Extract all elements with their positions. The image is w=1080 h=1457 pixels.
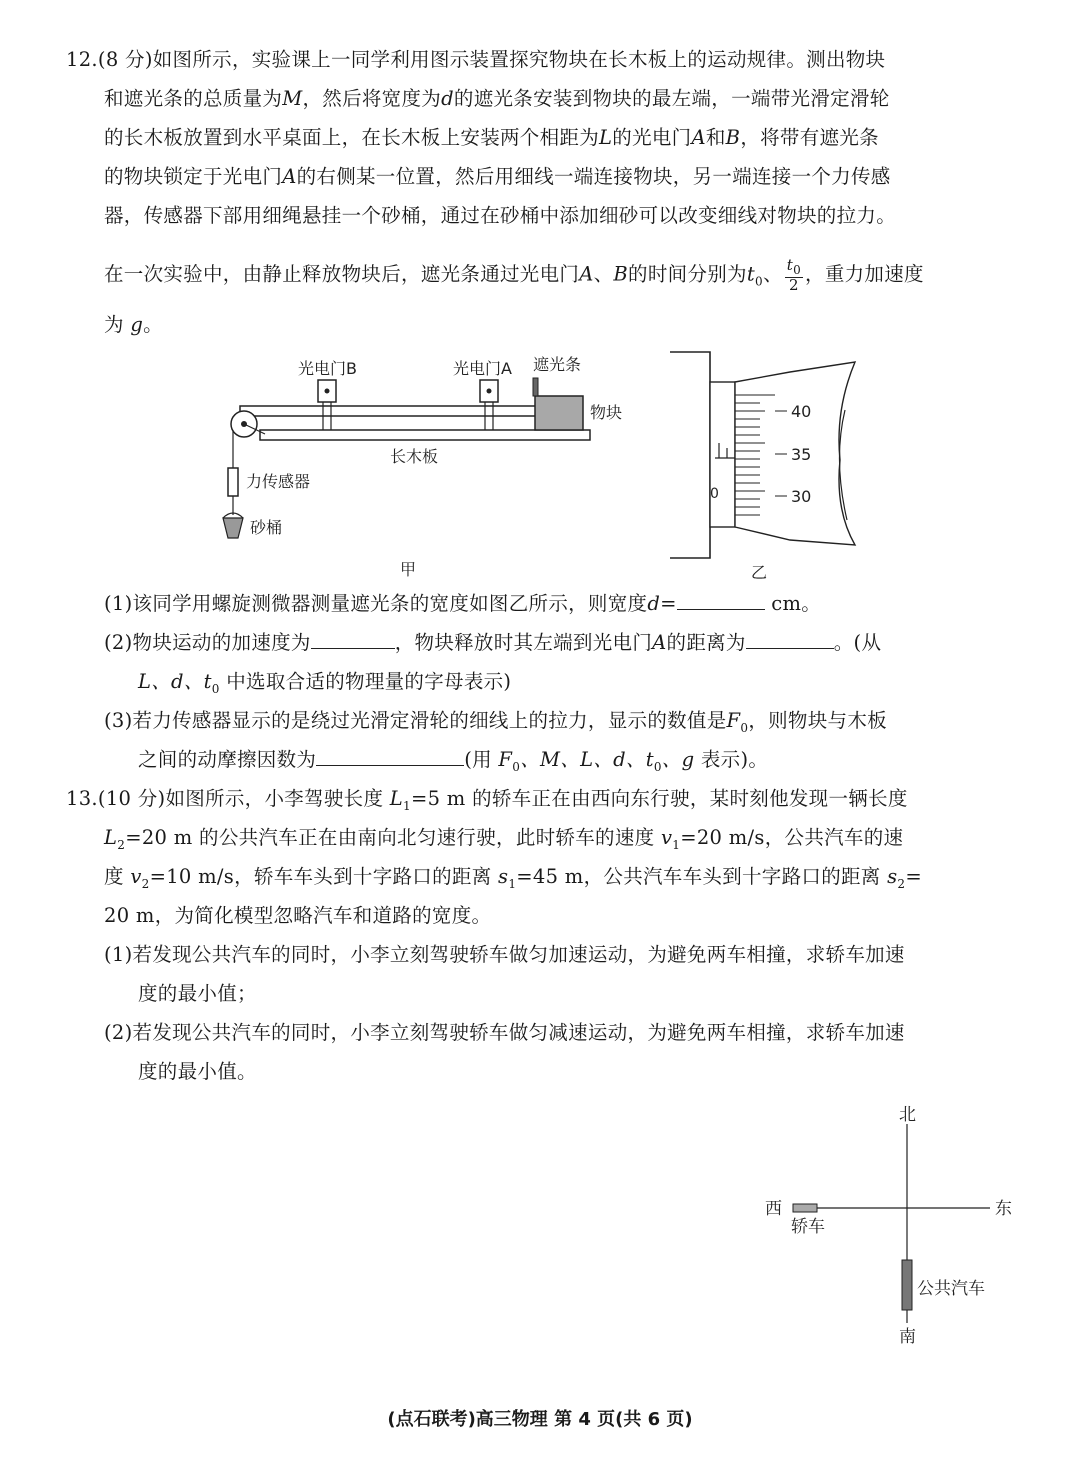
q12-line-3: 的长木板放置到水平桌面上，在长木板上安装两个相距为L的光电门A和B，将带有遮光条 [104,126,879,149]
figure-crossroad [755,1098,1035,1348]
q12-number: 12. [66,48,98,71]
q13-line-4: 20 m，为简化模型忽略汽车和道路的宽度。 [104,904,492,927]
q12-part-3: (3)若力传感器显示的是绕过光滑定滑轮的细线上的拉力，显示的数值是$F_0$，则物块与木板 [104,709,887,735]
sand-bucket-icon [223,518,243,538]
q13-part-1-cont: 度的最小值； [138,982,257,1005]
label-gate-a: 光电门A [453,359,512,378]
q12-part-1: (1)该同学用螺旋测微器测量遮光条的宽度如图乙所示，则宽度d= cm。 [104,592,822,615]
label-east: 东 [995,1199,1012,1219]
q12-line-1: 12.(8 分)如图所示，实验课上一同学利用图示装置探究物块在长木板上的运动规律。测出物块 [66,48,886,71]
car-icon [793,1204,817,1212]
label-bus: 公共汽车 [917,1279,985,1299]
q12-line-4: 的物块锁定于光电门A的右侧某一位置，然后用细线一端连接物块，另一端连接一个力传感 [104,165,891,188]
q12-line-5: 器，传感器下部用细绳悬挂一个砂桶，通过在砂桶中添加细砂可以改变细线对物块的拉力。 [104,204,897,227]
q12-line-6: 在一次实验中，由静止释放物块后，遮光条通过光电门A、B的时间分别为$t_0$、 $\frac{t_0}{2}$ ，重力加速度 [104,256,924,294]
caption-yi: 乙 [751,563,768,582]
label-sensor: 力传感器 [246,472,311,491]
shading-strip-icon [533,378,538,396]
answer-blank-2b[interactable] [746,630,834,649]
force-sensor-icon [228,468,238,496]
q12-score: (8 分) [97,48,153,71]
label-shade: 遮光条 [533,355,582,374]
q13-line-1: 13.(10 分)如图所示，小李驾驶长度 $L_1=5$ m 的轿车正在由西向东行驶，某时刻他发现一辆长度 [66,787,908,813]
tick-label-30: 30 [791,487,812,506]
q12-part-3-cont: 之间的动摩擦因数为 (用 $F_0$、M、L、d、$t_0$、g 表示)。 [138,748,769,774]
tick-label-35: 35 [791,445,812,464]
tick-label-40: 40 [791,402,812,421]
q12-line-7: 为 g。 [104,313,163,336]
figure-yi-micrometer [665,350,865,585]
label-board: 长木板 [390,447,439,466]
q13-part-1: (1)若发现公共汽车的同时，小李立刻驾驶轿车做匀加速运动，为避免两车相撞，求轿车加速 [104,943,905,966]
q13-part-2: (2)若发现公共汽车的同时，小李立刻驾驶轿车做匀减速运动，为避免两车相撞，求轿车加速 [104,1021,905,1044]
q13-line-3: 度 $v_2=10$ m/s，轿车车头到十字路口的距离 $s_1=45$ m，公共汽车车头到十字路口的距离 $s_2=$ [104,865,922,891]
q13-number: 13. [66,787,98,810]
block-icon [535,396,583,430]
answer-blank-3[interactable] [316,747,464,766]
sleeve-zero-label: 0 [710,486,719,502]
answer-blank-2a[interactable] [311,630,395,649]
label-car: 轿车 [791,1217,825,1237]
fraction-t0-over-2: $\frac{t_0}{2}$ [786,256,802,294]
page-footer: (点石联考)高三物理 第 4 页(共 6 页) [387,1409,693,1430]
q13-score: (10 分) [97,787,166,810]
bus-icon [902,1260,912,1310]
q13-part-2-cont: 度的最小值。 [138,1060,257,1083]
label-north: 北 [899,1105,916,1125]
label-west: 西 [765,1199,782,1219]
thread-track [240,406,540,416]
q12-part-2-cont: L、d、$t_0$ 中选取合适的物理量的字母表示) [138,670,512,696]
label-south: 南 [899,1327,916,1347]
label-block: 物块 [590,403,623,422]
long-board [260,430,590,440]
label-gate-b: 光电门B [298,359,357,378]
q13-line-2: $L_2=20$ m 的公共汽车正在由南向北匀速行驶，此时轿车的速度 $v_1=20$ m/s，公共汽车的速 [104,826,904,852]
q12-part-2: (2)物块运动的加速度为 ，物块释放时其左端到光电门A的距离为 。(从 [104,631,882,654]
q12-line-2: 和遮光条的总质量为M，然后将宽度为d的遮光条安装到物块的最左端，一端带光滑定滑轮 [104,87,890,110]
answer-blank-1[interactable] [677,591,765,610]
figure-jia-apparatus [210,350,640,585]
caption-jia: 甲 [400,560,417,579]
label-bucket: 砂桶 [250,518,283,537]
